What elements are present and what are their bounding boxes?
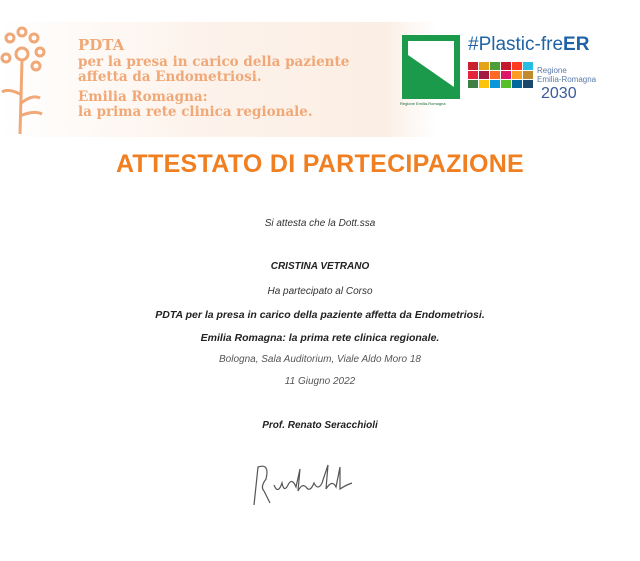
header-pdta: PDTA [78, 36, 125, 54]
agenda2030-mosaic-icon [468, 62, 533, 88]
header-line: la prima rete clinica regionale. [78, 104, 313, 120]
year-2030: 2030 [541, 85, 577, 102]
signer-name: Prof. Renato Seracchioli [262, 420, 378, 431]
header-subtitle [78, 55, 349, 85]
header-region [78, 90, 313, 120]
plastic-freer-label [468, 34, 589, 56]
dandelion-logo-icon [0, 24, 50, 134]
region-line: Emilia-Romagna [537, 75, 597, 84]
participated-text: Ha partecipato al Corso [267, 286, 373, 297]
header-line: affetta da Endometriosi. [78, 69, 262, 85]
attesta-text: Si attesta che la Dott.ssa [264, 218, 376, 229]
region-label [537, 66, 596, 84]
er-logo-caption: Regione Emilia-Romagna [400, 101, 446, 106]
signature-icon [240, 455, 380, 515]
plastic-er: ER [563, 34, 590, 55]
header-line: per la presa in carico della paziente [78, 54, 350, 70]
course-title: PDTA per la presa in carico della paziente affetta da Endometriosi. [155, 309, 485, 321]
regione-er-logo [402, 35, 460, 99]
plastic-text: #Plastic-fre [468, 34, 564, 55]
region-line: Regione [537, 66, 567, 75]
certificate-title: ATTESTATO DI PARTECIPAZIONE [115, 150, 525, 178]
header-line: Emilia Romagna: [78, 89, 208, 105]
course-subtitle: Emilia Romagna: la prima rete clinica regionale. [200, 332, 440, 344]
participant-name: CRISTINA VETRANO [270, 261, 370, 272]
event-date: 11 Giugno 2022 [284, 376, 356, 387]
venue: Bologna, Sala Auditorium, Viale Aldo Moro 18 [219, 354, 421, 365]
